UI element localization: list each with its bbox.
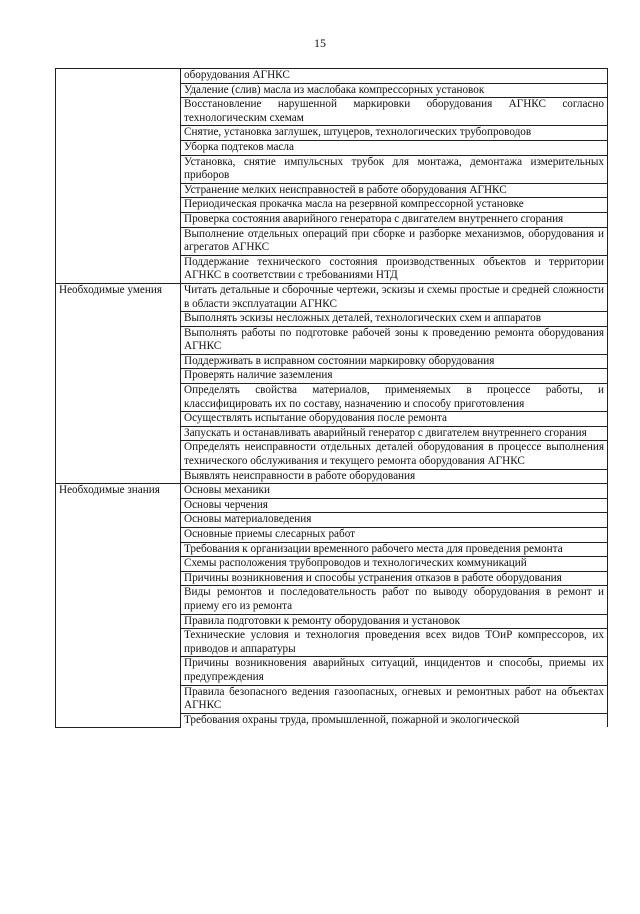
section-item: Выполнение отдельных операций при сборке и разборке механизмов, оборудования и агрегатов АГНКС [181,227,608,255]
table-row [56,484,608,499]
section-item: Основы механики [181,484,608,499]
page-number: 15 [314,36,326,50]
section-item: Устранение мелких неисправностей в работе оборудования АГНКС [181,183,608,198]
section-item: Установка, снятие импульсных трубок для монтажа, демонтажа измерительных приборов [181,155,608,183]
section-label [56,69,181,284]
section-label: Необходимые умения [56,283,181,483]
section-item: Виды ремонтов и последовательность работ по выводу оборудования в ремонт и приему его из ремонта [181,586,608,614]
section-label: Необходимые знания [56,484,181,728]
section-item: Уборка подтеков масла [181,140,608,155]
section-item: Выявлять неисправности в работе оборудования [181,469,608,484]
section-item: Периодическая прокачка масла на резервной компрессорной установке [181,198,608,213]
section-item: Осуществлять испытание оборудования после ремонта [181,412,608,427]
section-item: Определять свойства материалов, применяемых в процессе работы, и классифицировать их по составу, назначению и способу приготовления [181,384,608,412]
section-item: Причины возникновения аварийных ситуаций, инцидентов и способы, приемы их предупреждения [181,657,608,685]
section-item: Основы материаловедения [181,513,608,528]
section-item: оборудования АГНКС [181,69,608,84]
section-item: Требования к организации временного рабочего места для проведения ремонта [181,542,608,557]
section-item: Технические условия и технология проведения всех видов ТОиР компрессоров, их приводов и аппаратуры [181,629,608,657]
section-item: Правила подготовки к ремонту оборудования и установок [181,614,608,629]
section-item: Поддержание технического состояния производственных объектов и территории АГНКС в соответствии с требованиями НТД [181,255,608,283]
section-item: Причины возникновения и способы устранения отказов в работе оборудования [181,571,608,586]
section-item: Основы черчения [181,498,608,513]
competency-table-body [56,69,608,728]
section-item: Запускать и останавливать аварийный генератор с двигателем внутреннего сгорания [181,426,608,441]
section-item: Выполнять работы по подготовке рабочей зоны к проведению ремонта оборудования АГНКС [181,326,608,354]
section-item: Проверять наличие заземления [181,369,608,384]
section-item: Правила безопасного ведения газоопасных, огневых и ремонтных работ на объектах АГНКС [181,685,608,713]
section-item: Определять неисправности отдельных деталей оборудования в процессе выполнения технического обслуживания и текущего ремонта оборудования АГНКС [181,441,608,469]
table-row [56,69,608,84]
table-row [56,283,608,311]
competency-table [55,68,608,728]
section-item: Выполнять эскизы несложных деталей, технологических схем и аппаратов [181,312,608,327]
section-item: Читать детальные и сборочные чертежи, эскизы и схемы простые и средней сложности в области эксплуатации АГНКС [181,283,608,311]
section-item: Восстановление нарушенной маркировки оборудования АГНКС согласно технологическим схемам [181,98,608,126]
section-item: Снятие, установка заглушек, штуцеров, технологических трубопроводов [181,126,608,141]
section-item: Требования охраны труда, промышленной, пожарной и экологической [181,713,608,727]
section-item: Поддерживать в исправном состоянии маркировку оборудования [181,354,608,369]
section-item: Проверка состояния аварийного генератора с двигателем внутреннего сгорания [181,212,608,227]
section-item: Удаление (слив) масла из маслобака компрессорных установок [181,83,608,98]
section-item: Основные приемы слесарных работ [181,528,608,543]
section-item: Схемы расположения трубопроводов и технологических коммуникаций [181,557,608,572]
